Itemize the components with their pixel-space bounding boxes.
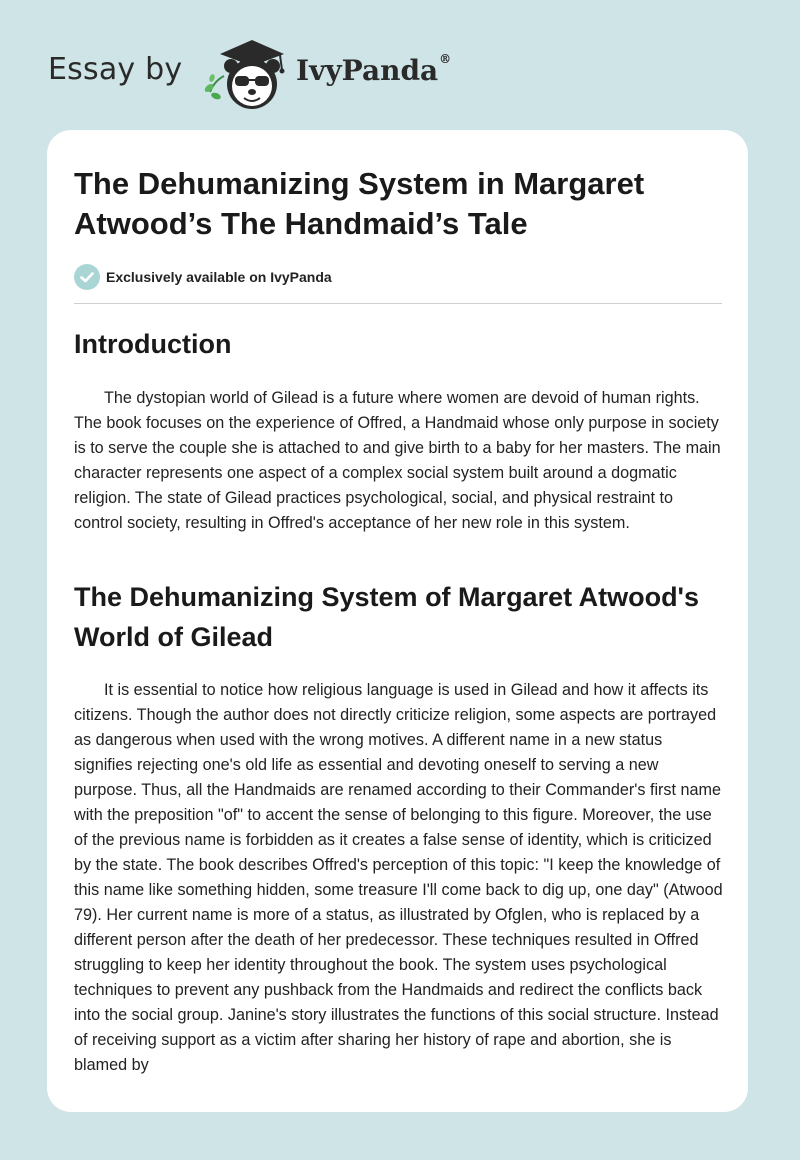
exclusive-badge xyxy=(74,264,474,290)
section-paragraph-dehumanizing-system: It is essential to notice how religious language is used in Gilead and how it affects its citizens. Though the author does not directly criticize religion, some aspects are portrayed as dangerous when used with the wrong motives. A different name in a new status signifies rejecting one's old life as essential and devoting oneself to serving a new purpose. Thus, all the Handmaids are renamed according to their Commander's first name with the preposition "of" to accent the sense of belonging to this figure. Moreover, the use of the previous name is forbidden as it creates a false sense of identity, which is criticized by the state. The book describes Offred's perception of this topic: "I keep the knowledge of this name like something hidden, some treasure I'll come back to dig up, one day" (Atwood 79). Her current name is more of a status, as illustrated by Ofglen, who is replaced by a different person after the death of her predecessor. These techniques resulted in Offred struggling to keep her identity throughout the book. The system uses psychological techniques to prevent any pushback from the Handmaids and redirect the conflicts back into the social group. Janine's story illustrates the functions of this social structure. Instead of receiving support as a victim after sharing her history of rape and abortion, she is blamed by xyxy=(74,681,723,1074)
brand-text: IvyPanda xyxy=(296,54,439,87)
essay-title: The Dehumanizing System in Margaret Atwood’s The Handmaid’s Tale xyxy=(74,166,645,241)
badge-label: Exclusively available on IvyPanda xyxy=(106,269,332,285)
section-paragraph-introduction: The dystopian world of Gilead is a future where women are devoid of human rights. The book focuses on the experience of Offred, a Handmaid whose only purpose in society is to serve the couple she is attached to and give birth to a baby for her masters. The main character represents one aspect of a complex social system built around a dogmatic religion. The state of Gilead practices psychological, social, and physical restraint to control society, resulting in Offred's acceptance of her new role in this system. xyxy=(74,389,721,532)
essay-card xyxy=(47,130,748,1112)
check-circle-icon xyxy=(74,264,100,290)
brand-name[interactable] xyxy=(296,54,451,87)
site-header xyxy=(48,30,752,116)
ivypanda-logo[interactable] xyxy=(200,30,296,116)
section-heading-introduction: Introduction xyxy=(74,329,232,359)
divider xyxy=(74,303,722,304)
panda-graduate-icon xyxy=(200,30,296,116)
essay-by-label: Essay by xyxy=(48,52,183,87)
registered-mark: ® xyxy=(439,52,452,66)
section-heading-dehumanizing-system: The Dehumanizing System of Margaret Atwood's World of Gilead xyxy=(74,582,699,652)
